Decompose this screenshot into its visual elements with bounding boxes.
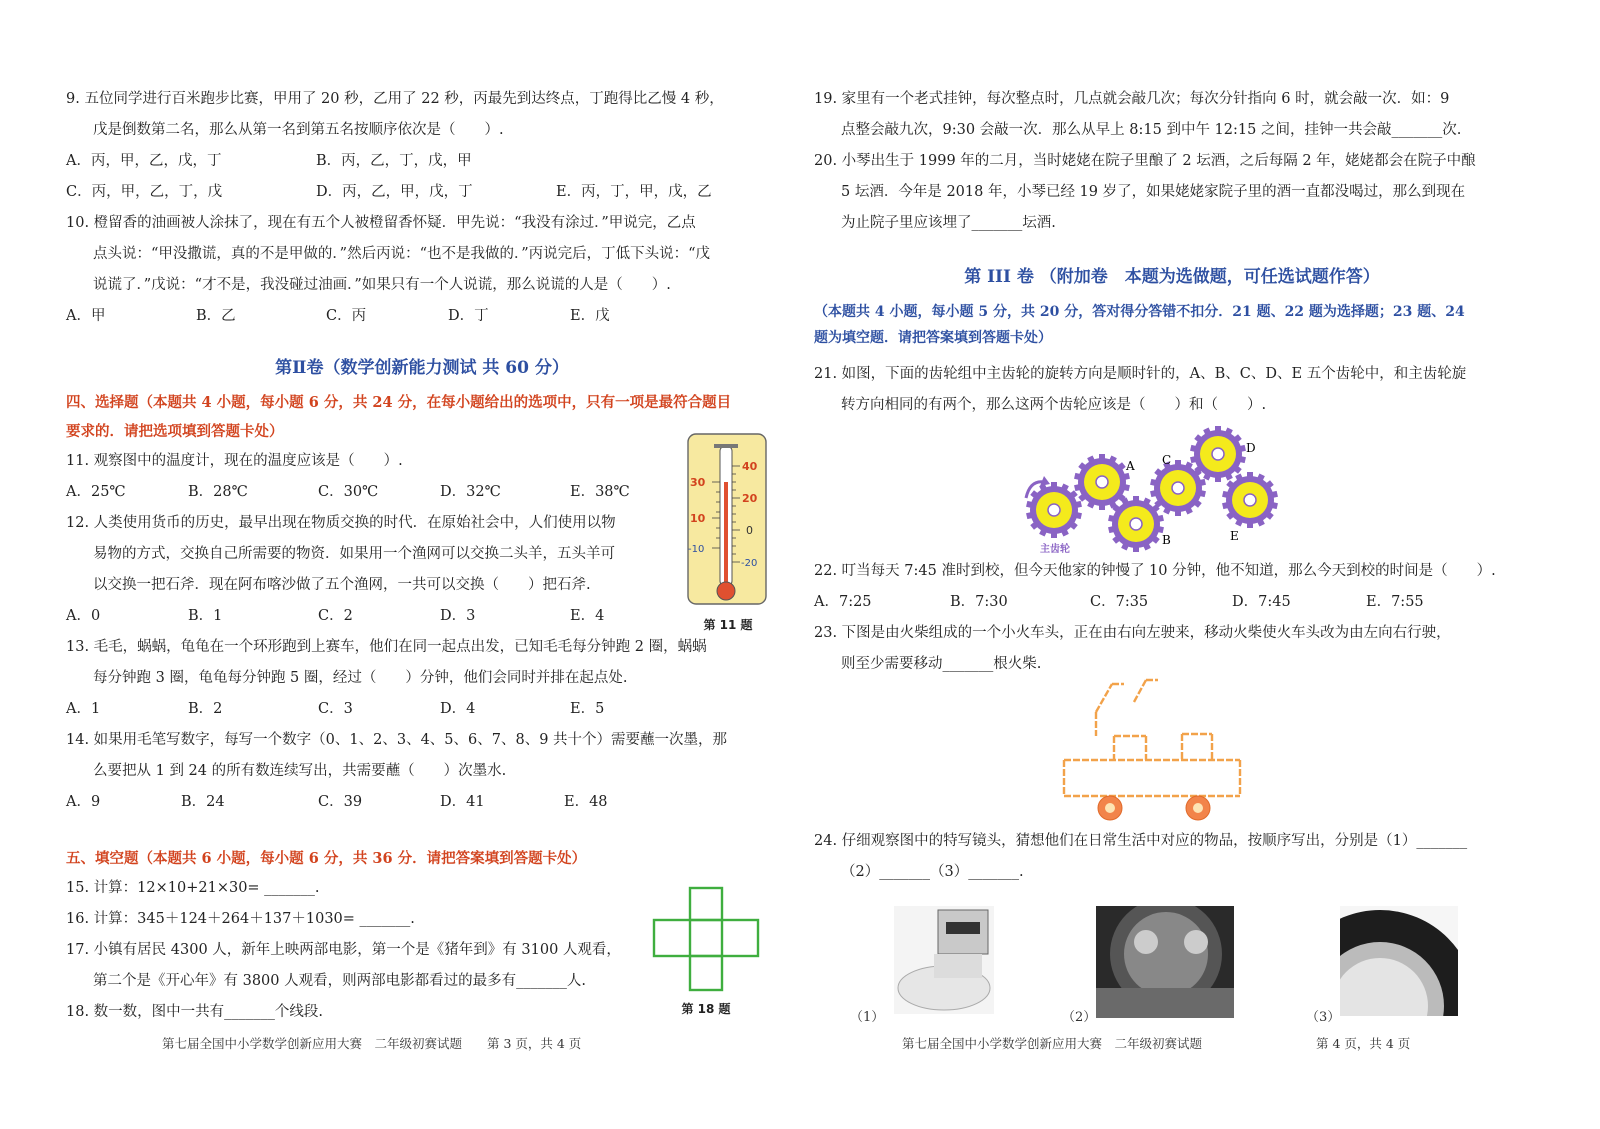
q22-option-e: E．7:55 xyxy=(1366,594,1424,610)
photo-3-label: （3） xyxy=(1306,1010,1341,1025)
q18-grid-caption: 第 18 题 xyxy=(681,1002,731,1016)
right-footer-title: 第七届全国中小学数学创新应用大赛 二年级初赛试题 xyxy=(902,1036,1203,1051)
main-gear-icon xyxy=(1026,482,1082,538)
q11-option-a: A．25℃ xyxy=(66,484,126,500)
q13-option-e: E．5 xyxy=(570,701,605,717)
q10-line1: 10. 橙留香的油画被人涂抹了，现在有五个人被橙留香怀疑．甲先说：“我没有涂过．”甲说完，乙点 xyxy=(66,215,696,231)
q10-option-d: D．丁 xyxy=(448,308,489,324)
q12-option-b: B．1 xyxy=(188,608,223,624)
q13-option-b: B．2 xyxy=(188,701,223,717)
q12-option-c: C．2 xyxy=(318,608,353,624)
q18-line-grid xyxy=(650,884,762,996)
q16: 16. 计算：345＋124＋264＋137＋1030= _______. xyxy=(66,911,415,927)
photo-1-label: （1） xyxy=(850,1010,885,1025)
thermo-tick-minus20: -20 xyxy=(741,558,758,569)
q23-line1: 23. 下图是由火柴组成的一个小火车头，正在由右向左驶来，移动火柴使火车头改为由左向右行驶， xyxy=(814,625,1451,641)
q11-option-c: C．30℃ xyxy=(318,484,379,500)
q9-option-d: D．丙，乙，甲，戊，丁 xyxy=(316,184,473,200)
gear-illustration xyxy=(1020,424,1290,558)
q14-options xyxy=(66,787,778,818)
q10-line2: 点头说：“甲没撒谎，真的不是甲做的．”然后丙说：“也不是我做的．”丙说完后，丁低下头说：“戊 xyxy=(93,246,711,262)
q13-option-d: D．4 xyxy=(440,701,476,717)
right-page-q24 xyxy=(814,826,1530,888)
part4-header-line1: 四、选择题（本题共 4 小题，每小题 6 分，共 24 分，在每小题给出的选项中，只有一项是最符合题目 xyxy=(66,394,732,411)
watch-photo xyxy=(1096,906,1234,1018)
q14-line1: 14. 如果用毛笔写数字，每写一个数字（0、1、2、3、4、5、6、7、8、9 共十个）需要蘸一次墨，那 xyxy=(66,732,728,748)
q13-line1: 13. 毛毛，蜗蜗，龟龟在一个环形跑到上赛车，他们在同一起点出发，已知毛毛每分钟跑 2 圈，蜗蜗 xyxy=(66,639,707,655)
q14-line2: 么要把从 1 到 24 的所有数连续写出，共需要蘸（ ）次墨水. xyxy=(93,763,507,779)
gear-a-icon xyxy=(1074,454,1130,510)
photo-2-label: （2） xyxy=(1062,1010,1097,1025)
q11-options xyxy=(66,477,778,508)
q22-option-d: D．7:45 xyxy=(1232,594,1291,610)
right-page-lower xyxy=(814,556,1530,680)
left-footer: 第七届全国中小学数学创新应用大赛 二年级初赛试题 第 3 页，共 4 页 xyxy=(162,1036,582,1051)
q12-options xyxy=(66,601,778,632)
thermometer-caption: 第 11 题 xyxy=(703,618,753,632)
right-footer-page: 第 4 页，共 4 页 xyxy=(1316,1036,1411,1051)
q14-option-d: D．41 xyxy=(440,794,485,810)
q20-line2: 5 坛酒．今年是 2018 年，小琴已经 19 岁了，如果姥姥家院子里的酒一直都没喝过，那么到现在 xyxy=(841,184,1466,200)
q9-line2: 戊是倒数第二名，那么从第一名到第五名按顺序依次是（ ）. xyxy=(93,122,504,138)
q11-option-e: E．38℃ xyxy=(570,484,630,500)
q14-option-b: B．24 xyxy=(181,794,225,810)
q21-line2: 转方向相同的有两个，那么这两个齿轮应该是（ ）和（ ）. xyxy=(841,397,1267,413)
section2-title: 第Ⅱ卷（数学创新能力测试 共 60 分） xyxy=(275,358,569,378)
q19-line1: 19. 家里有一个老式挂钟，每次整点时，几点就会敲几次；每次分针指向 6 时，就会敲一次．如：9 xyxy=(814,91,1450,107)
q11-option-b: B．28℃ xyxy=(188,484,248,500)
q17-line1: 17. 小镇有居民 4300 人，新年上映两部电影，第一个是《猪年到》有 3100 人观看， xyxy=(66,942,621,958)
gear-label-a: A xyxy=(1126,459,1135,473)
right-page xyxy=(814,84,1530,421)
q12-option-a: A．0 xyxy=(66,608,101,624)
section3-note-line2: 题为填空题．请把答案填到答题卡处） xyxy=(814,330,1052,346)
thermo-tick-minus10: -10 xyxy=(688,544,705,555)
gear-label-c: C xyxy=(1162,453,1172,467)
q13-line2: 每分钟跑 3 圈，龟龟每分钟跑 5 圈，经过（ ）分钟，他们会同时并排在起点处. xyxy=(93,670,628,686)
q18-grid-figure xyxy=(650,884,762,1020)
q18: 18. 数一数，图中一共有_______个线段. xyxy=(66,1004,324,1020)
gear-label-d: D xyxy=(1246,441,1256,455)
q9-options-row2 xyxy=(66,177,778,208)
q20-line3: 为止院子里应该埋了_______坛酒. xyxy=(841,215,1056,231)
q9-option-a: A．丙，甲，乙，戊，丁 xyxy=(66,153,222,169)
q11-option-d: D．32℃ xyxy=(440,484,501,500)
q10-option-b: B．乙 xyxy=(196,308,236,324)
q23-line2: 则至少需要移动_______根火柴. xyxy=(841,656,1042,672)
q12-line1: 12. 人类使用货币的历史，最早出现在物质交换的时代．在原始社会中，人们使用以物 xyxy=(66,515,616,531)
matchstick-train-figure xyxy=(1050,670,1250,830)
main-gear-label: 主齿轮 xyxy=(1040,544,1070,555)
photo-3 xyxy=(1340,906,1458,1016)
q15: 15. 计算：12×10+21×30= _______. xyxy=(66,880,320,896)
section3-note-line1: （本题共 4 小题，每小题 5 分，共 20 分，答对得分答错不扣分．21 题、22 题为选择题；23 题、24 xyxy=(814,304,1465,320)
q10-option-e: E．戊 xyxy=(570,308,610,324)
photo-1 xyxy=(894,906,994,1014)
section3-title: 第 III 卷 （附加卷 本题为选做题，可任选试题作答） xyxy=(964,267,1380,287)
thermometer-illustration xyxy=(686,432,770,610)
gear-label-e: E xyxy=(1230,529,1239,543)
q13-options xyxy=(66,694,778,725)
thermo-tick-0: 0 xyxy=(746,524,753,537)
q24-line2: （2）_______（3）_______. xyxy=(841,864,1024,880)
q14-option-a: A．9 xyxy=(66,794,101,810)
q12-line3: 以交换一把石斧．现在阿布喀沙做了五个渔网，一共可以交换（ ）把石斧. xyxy=(93,577,591,593)
q9-options-row1 xyxy=(66,146,778,177)
matchstick-train xyxy=(1050,670,1250,830)
q11-line1: 11. 观察图中的温度计，现在的温度应该是（ ）. xyxy=(66,453,403,469)
gear-figure xyxy=(1020,424,1290,558)
q13-option-c: C．3 xyxy=(318,701,353,717)
thermo-tick-30: 30 xyxy=(690,476,706,489)
q22-option-b: B．7:30 xyxy=(950,594,1008,610)
q12-option-e: E．4 xyxy=(570,608,605,624)
thermo-tick-10: 10 xyxy=(690,512,706,525)
q22-option-a: A．7:25 xyxy=(814,594,872,610)
q21-line1: 21. 如图，下面的齿轮组中主齿轮的旋转方向是顺时针的，A、B、C、D、E 五个齿轮中，和主齿轮旋 xyxy=(814,366,1467,382)
q14-option-c: C．39 xyxy=(318,794,363,810)
q10-options xyxy=(66,301,778,332)
q24-line1: 24. 仔细观察图中的特写镜头，猜想他们在日常生活中对应的物品，按顺序写出，分别是（1）_______ xyxy=(814,833,1468,849)
q14-option-e: E．48 xyxy=(564,794,608,810)
usb-drive-photo xyxy=(894,906,994,1014)
gear-e-icon xyxy=(1222,472,1278,528)
q22-option-c: C．7:35 xyxy=(1090,594,1149,610)
q10-option-c: C．丙 xyxy=(326,308,367,324)
q12-option-d: D．3 xyxy=(440,608,476,624)
q12-line2: 易物的方式，交换自己所需要的物资．如果用一个渔网可以交换二头羊，五头羊可 xyxy=(93,546,615,562)
q17-line2: 第二个是《开心年》有 3800 人观看，则两部电影都看过的最多有_______人. xyxy=(93,973,586,989)
part4-header-line2: 要求的．请把选项填到答题卡处） xyxy=(66,423,284,440)
thermo-tick-40: 40 xyxy=(742,460,758,473)
q13-option-a: A．1 xyxy=(66,701,101,717)
q20-line1: 20. 小琴出生于 1999 年的二月，当时姥姥在院子里酿了 2 坛酒，之后每隔 2 年，姥姥都会在院子中酿 xyxy=(814,153,1476,169)
thermo-tick-20: 20 xyxy=(742,492,758,505)
q22-line1: 22. 叮当每天 7:45 准时到校，但今天他家的钟慢了 10 分钟，他不知道，那么今天到校的时间是（ ）. xyxy=(814,563,1496,579)
photo-2 xyxy=(1096,906,1234,1018)
tire-photo xyxy=(1340,906,1458,1016)
gear-label-b: B xyxy=(1162,533,1171,547)
q10-option-a: A．甲 xyxy=(66,308,106,324)
q19-line2: 点整会敲九次，9:30 会敲一次．那么从早上 8:15 到中午 12:15 之间，挂钟一共会敲_______次. xyxy=(841,122,1462,138)
q10-line3: 说谎了．”戊说：“才不是，我没碰过油画．”如果只有一个人说谎，那么说谎的人是（ ）. xyxy=(93,277,671,293)
q9-option-c: C．丙，甲，乙，丁，戊 xyxy=(66,184,223,200)
q9-line1: 9. 五位同学进行百米跑步比赛，甲用了 20 秒，乙用了 22 秒，丙最先到达终点，丁跑得比乙慢 4 秒， xyxy=(66,91,724,107)
q9-option-b: B．丙，乙，丁，戊，甲 xyxy=(316,153,472,169)
q9-option-e: E．丙，丁，甲，戊，乙 xyxy=(556,184,712,200)
thermometer-figure xyxy=(686,432,770,632)
q22-options xyxy=(814,587,1530,618)
part5-header: 五、填空题（本题共 6 小题，每小题 6 分，共 36 分．请把答案填到答题卡处） xyxy=(66,850,587,867)
